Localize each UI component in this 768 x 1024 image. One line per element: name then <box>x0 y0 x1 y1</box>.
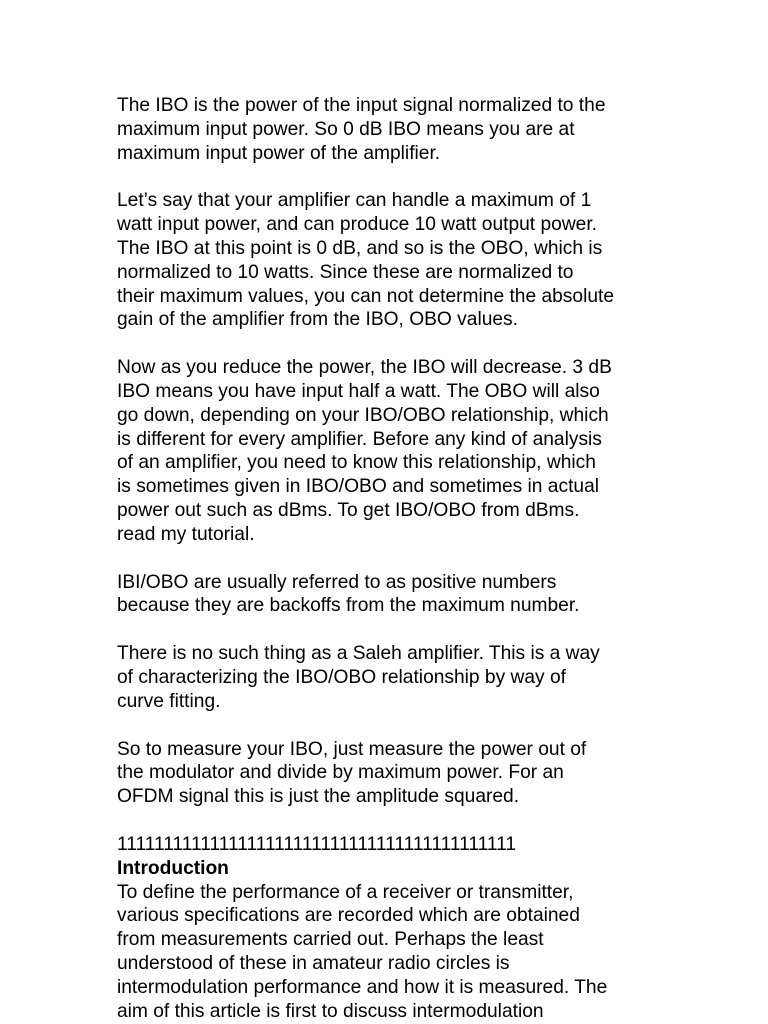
text-line: of characterizing the IBO/OBO relationship by way of <box>117 666 566 688</box>
text-line: maximum input power. So 0 dB IBO means you are at <box>117 118 575 140</box>
document-page <box>117 94 657 1023</box>
text-line: intermodulation performance and how it is measured. The <box>117 976 608 998</box>
text-line: their maximum values, you can not determine the absolute <box>117 285 615 307</box>
text-line: Let’s say that your amplifier can handle a maximum of 1 <box>117 190 592 212</box>
text-line: watt input power, and can produce 10 watt output power. <box>117 214 598 236</box>
text-line: because they are backoffs from the maximum number. <box>117 595 580 617</box>
text-line: To define the performance of a receiver or transmitter, <box>117 881 574 903</box>
text-line: The IBO is the power of the input signal normalized to the <box>117 95 606 116</box>
text-line: from measurements carried out. Perhaps the least <box>117 929 544 951</box>
text-line: go down, depending on your IBO/OBO relationship, which <box>117 404 609 426</box>
text-line: the modulator and divide by maximum power. For an <box>117 762 564 784</box>
text-line: power out such as dBms. To get IBO/OBO from dBms. <box>117 499 580 521</box>
introduction-section <box>117 833 657 1023</box>
text-line: IBO means you have input half a watt. The OBO will also <box>117 380 600 402</box>
separator-line: 1111111111111111111111111111111111111111111 <box>117 833 517 855</box>
paragraph-saleh-amplifier <box>117 642 657 713</box>
text-line: various specifications are recorded which are obtained <box>117 905 580 927</box>
text-line: normalized to 10 watts. Since these are normalized to <box>117 261 574 283</box>
paragraph-amplifier-example <box>117 189 657 332</box>
text-line: of an amplifier, you need to know this relationship, which <box>117 452 596 474</box>
text-line: There is no such thing as a Saleh amplifier. This is a way <box>117 643 600 665</box>
text-line: The IBO at this point is 0 dB, and so is the OBO, which is <box>117 237 603 259</box>
text-line: IBI/OBO are usually referred to as positive numbers <box>117 571 557 593</box>
section-heading: Introduction <box>117 857 229 879</box>
text-line: aim of this article is first to discuss intermodulation <box>117 1000 544 1022</box>
text-line: is sometimes given in IBO/OBO and sometimes in actual <box>117 476 600 498</box>
text-line: So to measure your IBO, just measure the power out of <box>117 738 587 760</box>
text-line: maximum input power of the amplifier. <box>117 142 441 164</box>
text-line: curve fitting. <box>117 690 221 712</box>
paragraph-positive-numbers <box>117 571 657 619</box>
text-line: OFDM signal this is just the amplitude squared. <box>117 786 520 808</box>
text-line: Now as you reduce the power, the IBO will decrease. 3 dB <box>117 357 612 379</box>
text-line: gain of the amplifier from the IBO, OBO values. <box>117 309 518 331</box>
text-line: read my tutorial. <box>117 523 255 545</box>
paragraph-measure-ibo <box>117 738 657 809</box>
paragraph-reduce-power <box>117 356 657 546</box>
text-line: understood of these in amateur radio circles is <box>117 952 510 974</box>
text-line: is different for every amplifier. Before any kind of analysis <box>117 428 602 450</box>
paragraph-ibo-definition <box>117 94 657 165</box>
